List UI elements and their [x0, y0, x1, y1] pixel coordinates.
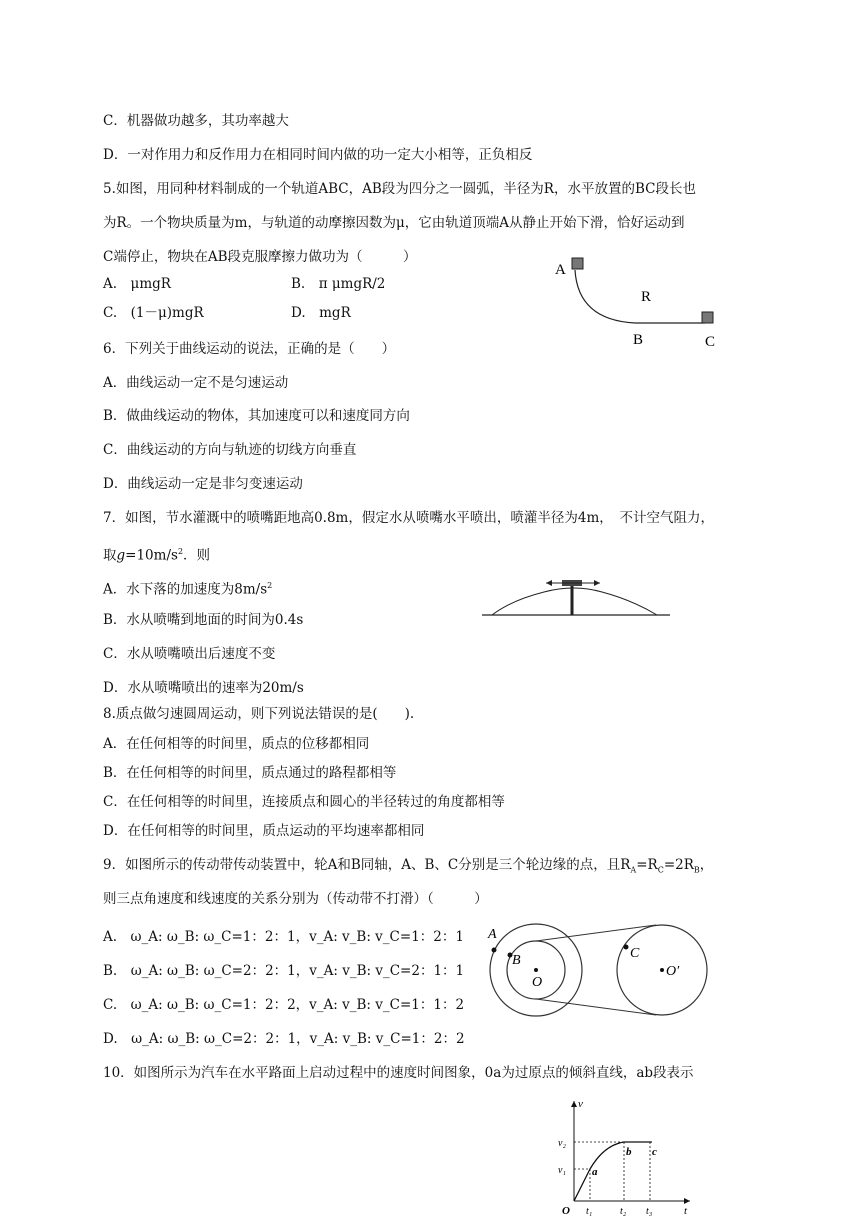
- label-a: A: [555, 262, 566, 278]
- water-arc: [492, 588, 657, 615]
- label-b: B: [512, 953, 521, 968]
- q10-vt-graph: [556, 1095, 696, 1216]
- q9-option-c: C. ω_A: ω_B: ω_C=1：2：2，v_A: v_B: v_C=1：1：2: [103, 997, 465, 1013]
- q9-belt-figure: [484, 920, 714, 1040]
- label-point-c: c: [652, 1146, 657, 1158]
- point-a: [492, 948, 497, 953]
- v-axis-arrow: [571, 1101, 577, 1107]
- q7-option-a: A．水下落的加速度为$8m/s^2$: [103, 581, 273, 598]
- q7-sprinkler-figure: [482, 570, 672, 620]
- q8-option-d: D．在任何相等的时间里，质点运动的平均速率都相同: [103, 823, 425, 839]
- q4-option-d: D．一对作用力和反作用力在相同时间内做的功一定大小相等，正负相反: [103, 147, 533, 163]
- q8-option-a: A．在任何相等的时间里，质点的位移都相同: [103, 736, 370, 752]
- q6-option-b: B．做曲线运动的物体，其加速度可以和速度同方向: [103, 408, 410, 424]
- q5-stem-line2: 为R。一个物块质量为m，与轨道的动摩擦因数为μ，它由轨道顶端A从静止开始下滑，恰好运动到: [103, 215, 685, 231]
- q9-option-b: B. ω_A: ω_B: ω_C=2：2：1，v_A: v_B: v_C=2：1：1: [103, 963, 465, 979]
- velocity-curve: [574, 1142, 652, 1201]
- label-r: R: [641, 289, 652, 305]
- block-at-a: [572, 258, 583, 269]
- label-t: t: [684, 1205, 688, 1216]
- label-v2: v₂: [558, 1138, 566, 1149]
- arrow-right: [594, 580, 600, 586]
- q10-stem-line1: 10．如图所示为汽车在水平路面上启动过程中的速度时间图象，0a为过原点的倾斜直线，ab段表示: [103, 1065, 694, 1081]
- q7-stem-line2: 取$g=10m/s^2$．则: [103, 547, 211, 564]
- arc-ab: [575, 270, 635, 323]
- q6-stem: 6．下列关于曲线运动的说法，正确的是（ ）: [103, 341, 396, 357]
- q6-option-a: A．曲线运动一定不是匀速运动: [103, 375, 289, 391]
- q5-option-a: A. μmgR: [103, 276, 171, 292]
- label-c: C: [630, 946, 640, 961]
- label-o-prime: O′: [666, 964, 680, 979]
- q9-stem-line2: 则三点角速度和线速度的关系分别为（传动带不打滑）（ ）: [103, 891, 488, 907]
- q6-option-d: D．曲线运动一定是非匀变速运动: [103, 476, 303, 492]
- label-o: O: [532, 975, 543, 990]
- q4-option-c: C．机器做功越多，其功率越大: [103, 113, 289, 129]
- center-o2: [660, 968, 664, 972]
- block-at-c: [702, 312, 713, 323]
- q9-option-a: A. ω_A: ω_B: ω_C=1：2：1，v_A: v_B: v_C=1：2：1: [103, 929, 464, 945]
- t-axis-arrow: [684, 1198, 690, 1204]
- label-b: B: [633, 332, 644, 348]
- label-point-a: a: [592, 1166, 598, 1178]
- label-t2: t₂: [620, 1206, 627, 1216]
- point-c: [624, 945, 629, 950]
- q5-options-row1: [103, 274, 386, 294]
- q6-option-c: C．曲线运动的方向与轨迹的切线方向垂直: [103, 442, 357, 458]
- label-t1: t₁: [586, 1206, 593, 1216]
- q5-track-figure: [545, 250, 735, 355]
- q9-option-d: D. ω_A: ω_B: ω_C=2：2：1，v_A: v_B: v_C=1：2：2: [103, 1031, 465, 1047]
- label-v1: v₁: [558, 1165, 566, 1176]
- q8-stem: 8.质点做匀速圆周运动，则下列说法错误的是( ).: [103, 706, 415, 722]
- q5-option-b: B. π μmgR/2: [291, 276, 386, 292]
- label-v: v: [578, 1098, 583, 1110]
- q5-option-c: C. (1－μ)mgR: [103, 305, 204, 321]
- q7-option-b: B．水从喷嘴到地面的时间为0.4s: [103, 612, 304, 628]
- q8-option-b: B．在任何相等的时间里，质点通过的路程都相等: [103, 765, 397, 781]
- q5-stem-line1: 5.如图，用同种材料制成的一个轨道ABC，AB段为四分之一圆弧，半径为R，水平放置的BC段长也: [103, 181, 696, 197]
- q7-option-d: D．水从喷嘴喷出的速率为20m/s: [103, 680, 304, 696]
- q7-option-c: C．水从喷嘴喷出后速度不变: [103, 646, 276, 662]
- q5-option-d: D. mgR: [291, 305, 351, 321]
- arrow-left: [546, 580, 552, 586]
- q5-stem-line3: C端停止，物块在AB段克服摩擦力做功为（ ）: [103, 249, 417, 265]
- q5-options-row2: [103, 303, 351, 323]
- label-origin: O: [562, 1205, 570, 1216]
- label-c: C: [705, 334, 716, 350]
- center-o: [534, 968, 538, 972]
- q8-option-c: C．在任何相等的时间里，连接质点和圆心的半径转过的角度都相等: [103, 794, 505, 810]
- label-a: A: [488, 927, 497, 942]
- label-t3: t₃: [646, 1206, 653, 1216]
- label-point-b: b: [626, 1146, 632, 1158]
- q9-stem-line1: 9．如图所示的传动带传动装置中，轮A和B同轴，A、B、C分别是三个轮边缘的点，且$R_A=R_C=2R_B$，: [103, 857, 714, 875]
- q7-stem-line1: 7．如图，节水灌溉中的喷嘴距地高0.8m，假定水从喷嘴水平喷出，喷灌半径为4m， 不计空气阻力，: [103, 510, 714, 526]
